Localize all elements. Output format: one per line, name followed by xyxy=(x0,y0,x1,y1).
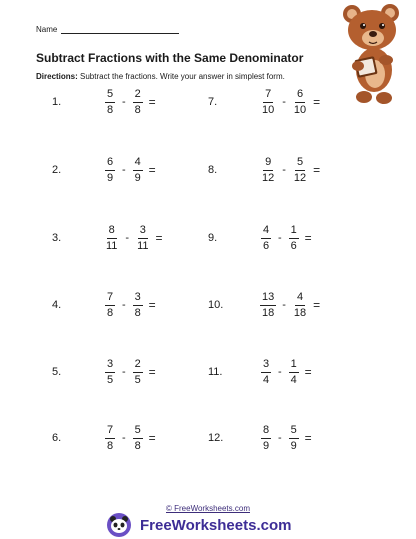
numerator: 8 xyxy=(261,424,271,439)
denominator: 8 xyxy=(134,103,141,116)
numerator: 7 xyxy=(263,88,273,103)
denominator: 8 xyxy=(106,103,114,116)
denominator: 5 xyxy=(134,373,141,386)
denominator: 11 xyxy=(106,239,118,252)
equals-sign: = xyxy=(148,365,156,379)
fraction-minuend xyxy=(104,424,116,453)
name-label: Name xyxy=(36,25,58,34)
problem-number: 7. xyxy=(208,96,218,108)
fraction-minuend xyxy=(104,224,119,253)
equals-sign: = xyxy=(304,365,312,379)
fraction-subtrahend xyxy=(132,424,144,453)
numerator: 13 xyxy=(260,291,276,306)
numerator: 5 xyxy=(105,88,115,103)
equals-sign: = xyxy=(155,231,163,245)
numerator: 5 xyxy=(133,424,143,439)
denominator: 5 xyxy=(106,373,114,386)
problem-10 xyxy=(208,285,320,325)
minus-sign: - xyxy=(282,164,286,176)
equals-sign: = xyxy=(148,95,156,109)
name-field xyxy=(36,25,179,34)
numerator: 3 xyxy=(133,291,143,306)
denominator: 9 xyxy=(290,439,297,452)
fraction-subtrahend xyxy=(288,224,300,253)
directions xyxy=(36,72,285,81)
problem-number: 12. xyxy=(208,432,224,444)
fraction-minuend xyxy=(104,291,116,320)
panda-icon xyxy=(106,513,132,537)
numerator: 8 xyxy=(107,224,117,239)
numerator: 4 xyxy=(133,156,143,171)
denominator: 18 xyxy=(262,306,275,319)
numerator: 3 xyxy=(261,358,271,373)
fraction-subtrahend xyxy=(132,88,144,117)
fraction-minuend xyxy=(260,88,276,117)
name-line xyxy=(61,25,179,34)
problem-number: 3. xyxy=(52,232,62,244)
denominator: 4 xyxy=(290,373,297,386)
fraction-subtrahend xyxy=(288,358,300,387)
denominator: 8 xyxy=(134,439,141,452)
problem-8 xyxy=(208,150,320,190)
denominator: 10 xyxy=(262,103,275,116)
minus-sign: - xyxy=(125,232,130,244)
fraction-minuend xyxy=(260,156,276,185)
numerator: 4 xyxy=(261,224,271,239)
minus-sign: - xyxy=(122,299,126,311)
problem-3 xyxy=(52,218,163,258)
minus-sign: - xyxy=(282,96,286,108)
numerator: 2 xyxy=(133,358,143,373)
equals-sign: = xyxy=(148,431,156,445)
fraction-minuend xyxy=(260,424,272,453)
minus-sign: - xyxy=(122,366,126,378)
problem-2 xyxy=(52,150,156,190)
copyright-link[interactable]: © FreeWorksheets.com xyxy=(166,504,250,513)
problem-6 xyxy=(52,418,156,458)
fraction-subtrahend xyxy=(288,424,300,453)
fraction-subtrahend xyxy=(292,88,308,117)
problem-11 xyxy=(208,352,312,392)
denominator: 6 xyxy=(290,239,297,252)
denominator: 11 xyxy=(137,239,149,252)
minus-sign: - xyxy=(278,432,282,444)
problem-number: 11. xyxy=(208,366,223,378)
denominator: 12 xyxy=(262,171,275,184)
numerator: 2 xyxy=(133,88,143,103)
minus-sign: - xyxy=(282,299,286,311)
equals-sign: = xyxy=(313,163,321,177)
equals-sign: = xyxy=(148,298,156,312)
denominator: 8 xyxy=(134,306,141,319)
fraction-subtrahend xyxy=(292,156,308,185)
fraction-subtrahend xyxy=(292,291,308,320)
problem-9 xyxy=(208,218,312,258)
numerator: 4 xyxy=(295,291,305,306)
problem-number: 4. xyxy=(52,299,62,311)
numerator: 5 xyxy=(295,156,305,171)
fraction-minuend xyxy=(260,291,276,320)
denominator: 9 xyxy=(106,171,114,184)
fraction-minuend xyxy=(104,156,116,185)
equals-sign: = xyxy=(148,163,156,177)
denominator: 8 xyxy=(106,306,114,319)
denominator: 8 xyxy=(106,439,114,452)
equals-sign: = xyxy=(313,298,321,312)
numerator: 7 xyxy=(105,424,115,439)
problem-4 xyxy=(52,285,156,325)
numerator: 6 xyxy=(105,156,115,171)
denominator: 4 xyxy=(262,373,270,386)
numerator: 9 xyxy=(263,156,273,171)
minus-sign: - xyxy=(122,432,126,444)
denominator: 10 xyxy=(293,103,307,116)
denominator: 12 xyxy=(293,171,307,184)
minus-sign: - xyxy=(278,366,282,378)
fraction-subtrahend xyxy=(135,224,150,253)
problem-number: 10. xyxy=(208,299,224,311)
problem-number: 6. xyxy=(52,432,62,444)
problem-number: 9. xyxy=(208,232,218,244)
numerator: 3 xyxy=(138,224,148,239)
worksheet-title: Subtract Fractions with the Same Denominator xyxy=(36,51,304,65)
minus-sign: - xyxy=(122,164,126,176)
problem-5 xyxy=(52,352,156,392)
denominator: 9 xyxy=(262,439,270,452)
directions-text: Subtract the fractions. Write your answer in simplest form. xyxy=(77,72,285,81)
minus-sign: - xyxy=(122,96,126,108)
numerator: 5 xyxy=(289,424,299,439)
numerator: 1 xyxy=(289,224,299,239)
fraction-subtrahend xyxy=(132,291,144,320)
fraction-minuend xyxy=(104,88,116,117)
brand-name: FreeWorksheets.com xyxy=(140,516,292,534)
minus-sign: - xyxy=(278,232,282,244)
directions-label: Directions: xyxy=(36,72,78,81)
fraction-subtrahend xyxy=(132,358,144,387)
equals-sign: = xyxy=(304,431,312,445)
numerator: 6 xyxy=(295,88,305,103)
numerator: 7 xyxy=(105,291,115,306)
numerator: 1 xyxy=(289,358,299,373)
problem-number: 2. xyxy=(52,164,62,176)
equals-sign: = xyxy=(304,231,312,245)
bear-reading-illustration xyxy=(338,2,410,106)
denominator: 6 xyxy=(262,239,270,252)
problem-number: 5. xyxy=(52,366,62,378)
problem-number: 1. xyxy=(52,96,62,108)
problem-1 xyxy=(52,82,156,122)
footer-logo xyxy=(106,513,291,537)
fraction-minuend xyxy=(260,358,272,387)
denominator: 18 xyxy=(293,306,307,319)
denominator: 9 xyxy=(134,171,141,184)
problem-12 xyxy=(208,418,312,458)
problem-7 xyxy=(208,82,320,122)
equals-sign: = xyxy=(313,95,321,109)
fraction-minuend xyxy=(260,224,272,253)
problem-number: 8. xyxy=(208,164,218,176)
fraction-minuend xyxy=(104,358,116,387)
numerator: 3 xyxy=(105,358,115,373)
fraction-subtrahend xyxy=(132,156,144,185)
